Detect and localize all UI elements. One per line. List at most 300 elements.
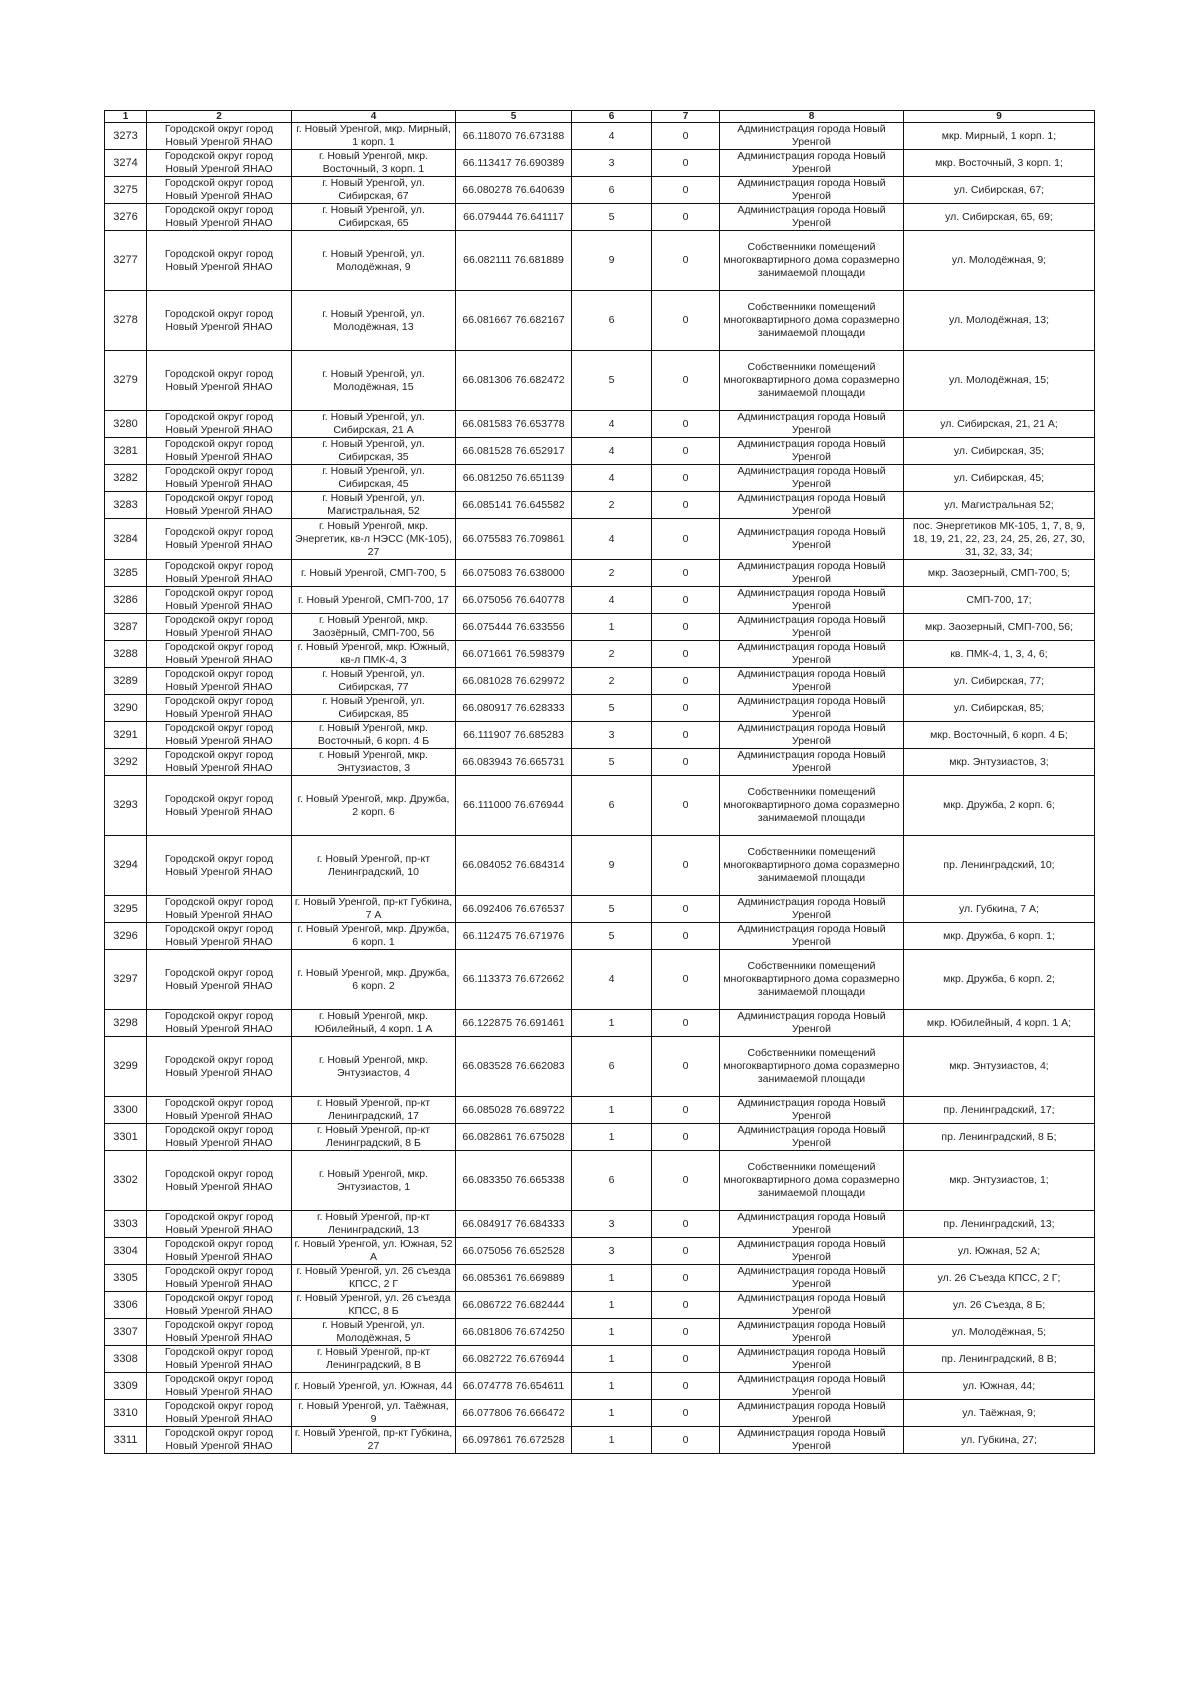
table-cell: 66.086722 76.682444: [456, 1292, 572, 1319]
table-row: [105, 1265, 1095, 1292]
table-cell: 0: [652, 749, 720, 776]
table-cell: 66.081806 76.674250: [456, 1319, 572, 1346]
table-cell: 9: [572, 231, 652, 291]
table-cell: 66.112475 76.671976: [456, 923, 572, 950]
table-cell: г. Новый Уренгой, мкр. Энтузиастов, 4: [292, 1037, 456, 1097]
table-cell: мкр. Энтузиастов, 4;: [904, 1037, 1095, 1097]
table-cell: Городской округ город Новый Уренгой ЯНАО: [147, 351, 292, 411]
table-cell: 3296: [105, 923, 147, 950]
table-cell: ул. Сибирская, 67;: [904, 177, 1095, 204]
table-cell: 1: [572, 1319, 652, 1346]
table-cell: Городской округ город Новый Уренгой ЯНАО: [147, 776, 292, 836]
table-cell: Городской округ город Новый Уренгой ЯНАО: [147, 614, 292, 641]
table-cell: 0: [652, 1151, 720, 1211]
table-cell: 3285: [105, 560, 147, 587]
table-cell: 3306: [105, 1292, 147, 1319]
table-cell: Администрация города Новый Уренгой: [720, 1400, 904, 1427]
table-row: [105, 519, 1095, 560]
table-cell: Городской округ город Новый Уренгой ЯНАО: [147, 150, 292, 177]
table-cell: г. Новый Уренгой, ул. Молодёжная, 15: [292, 351, 456, 411]
table-cell: 66.113373 76.672662: [456, 950, 572, 1010]
table-cell: 66.081250 76.651139: [456, 465, 572, 492]
table-cell: Городской округ город Новый Уренгой ЯНАО: [147, 1037, 292, 1097]
table-cell: г. Новый Уренгой, пр-кт Ленинградский, 13: [292, 1211, 456, 1238]
table-cell: мкр. Восточный, 6 корп. 4 Б;: [904, 722, 1095, 749]
table-cell: Администрация города Новый Уренгой: [720, 177, 904, 204]
table-cell: г. Новый Уренгой, ул. 26 съезда КПСС, 8 Б: [292, 1292, 456, 1319]
table-cell: 66.111000 76.676944: [456, 776, 572, 836]
table-cell: 3283: [105, 492, 147, 519]
table-cell: 4: [572, 587, 652, 614]
table-cell: 66.082861 76.675028: [456, 1124, 572, 1151]
table-cell: ул. Сибирская, 85;: [904, 695, 1095, 722]
table-row: [105, 1097, 1095, 1124]
table-cell: 66.081028 76.629972: [456, 668, 572, 695]
table-cell: г. Новый Уренгой, ул. Сибирская, 45: [292, 465, 456, 492]
table-cell: г. Новый Уренгой, мкр. Энтузиастов, 3: [292, 749, 456, 776]
table-cell: 3274: [105, 150, 147, 177]
table-cell: 3: [572, 1238, 652, 1265]
table-cell: 66.082111 76.681889: [456, 231, 572, 291]
table-cell: Городской округ город Новый Уренгой ЯНАО: [147, 1265, 292, 1292]
table-cell: г. Новый Уренгой, ул. Южная, 44: [292, 1373, 456, 1400]
table-cell: Городской округ город Новый Уренгой ЯНАО: [147, 1151, 292, 1211]
table-cell: Городской округ город Новый Уренгой ЯНАО: [147, 1292, 292, 1319]
table-cell: ул. Молодёжная, 13;: [904, 291, 1095, 351]
table-cell: 5: [572, 351, 652, 411]
table-cell: 5: [572, 695, 652, 722]
table-cell: 3280: [105, 411, 147, 438]
table-cell: 3281: [105, 438, 147, 465]
table-cell: г. Новый Уренгой, ул. Таёжная, 9: [292, 1400, 456, 1427]
table-cell: Администрация города Новый Уренгой: [720, 896, 904, 923]
table-cell: Городской округ город Новый Уренгой ЯНАО: [147, 123, 292, 150]
table-cell: 3300: [105, 1097, 147, 1124]
table-cell: Собственники помещений многоквартирного дома соразмерно занимаемой площади: [720, 351, 904, 411]
table-cell: 9: [572, 836, 652, 896]
table-cell: Городской округ город Новый Уренгой ЯНАО: [147, 722, 292, 749]
table-cell: 66.081306 76.682472: [456, 351, 572, 411]
table-cell: 0: [652, 1124, 720, 1151]
table-row: [105, 695, 1095, 722]
table-row: [105, 641, 1095, 668]
table-cell: 0: [652, 1265, 720, 1292]
table-cell: кв. ПМК-4, 1, 3, 4, 6;: [904, 641, 1095, 668]
table-cell: Администрация города Новый Уренгой: [720, 722, 904, 749]
table-cell: 0: [652, 1427, 720, 1454]
table-cell: 4: [572, 519, 652, 560]
table-cell: 0: [652, 896, 720, 923]
table-cell: 0: [652, 1319, 720, 1346]
table-cell: г. Новый Уренгой, ул. Сибирская, 65: [292, 204, 456, 231]
table-cell: Городской округ город Новый Уренгой ЯНАО: [147, 492, 292, 519]
table-cell: Администрация города Новый Уренгой: [720, 1265, 904, 1292]
table-cell: Городской округ город Новый Уренгой ЯНАО: [147, 1346, 292, 1373]
table-cell: мкр. Мирный, 1 корп. 1;: [904, 123, 1095, 150]
table-cell: Администрация города Новый Уренгой: [720, 668, 904, 695]
table-cell: 0: [652, 231, 720, 291]
table-row: [105, 668, 1095, 695]
table-row: [105, 1292, 1095, 1319]
table-cell: 3: [572, 150, 652, 177]
table-cell: 66.083350 76.665338: [456, 1151, 572, 1211]
table-cell: 5: [572, 749, 652, 776]
table-cell: Администрация города Новый Уренгой: [720, 1346, 904, 1373]
table-cell: 3273: [105, 123, 147, 150]
table-cell: 66.075583 76.709861: [456, 519, 572, 560]
table-cell: Администрация города Новый Уренгой: [720, 1010, 904, 1037]
table-cell: г. Новый Уренгой, мкр. Дружба, 6 корп. 2: [292, 950, 456, 1010]
table-cell: г. Новый Уренгой, СМП-700, 5: [292, 560, 456, 587]
table-cell: 66.075444 76.633556: [456, 614, 572, 641]
table-cell: 3: [572, 1211, 652, 1238]
table-cell: 0: [652, 950, 720, 1010]
table-row: [105, 749, 1095, 776]
table-cell: 4: [572, 123, 652, 150]
table-row: [105, 1211, 1095, 1238]
table-cell: 2: [572, 641, 652, 668]
table-cell: 3276: [105, 204, 147, 231]
column-header-4: 5: [456, 111, 572, 123]
table-cell: Городской округ город Новый Уренгой ЯНАО: [147, 1211, 292, 1238]
table-cell: Городской округ город Новый Уренгой ЯНАО: [147, 1400, 292, 1427]
table-row: [105, 1373, 1095, 1400]
table-cell: пр. Ленинградский, 10;: [904, 836, 1095, 896]
table-cell: г. Новый Уренгой, мкр. Южный, кв-л ПМК-4, 3: [292, 641, 456, 668]
table-row: [105, 722, 1095, 749]
table-cell: Администрация города Новый Уренгой: [720, 204, 904, 231]
table-cell: пр. Ленинградский, 8 В;: [904, 1346, 1095, 1373]
table-cell: Администрация города Новый Уренгой: [720, 695, 904, 722]
table-cell: Собственники помещений многоквартирного дома соразмерно занимаемой площади: [720, 231, 904, 291]
table-cell: 0: [652, 668, 720, 695]
table-cell: 0: [652, 438, 720, 465]
table-row: [105, 411, 1095, 438]
table-cell: Собственники помещений многоквартирного дома соразмерно занимаемой площади: [720, 950, 904, 1010]
table-cell: 66.085028 76.689722: [456, 1097, 572, 1124]
table-cell: мкр. Энтузиастов, 3;: [904, 749, 1095, 776]
table-cell: мкр. Дружба, 6 корп. 1;: [904, 923, 1095, 950]
table-cell: г. Новый Уренгой, ул. Южная, 52 А: [292, 1238, 456, 1265]
table-cell: 3297: [105, 950, 147, 1010]
table-cell: мкр. Юбилейный, 4 корп. 1 А;: [904, 1010, 1095, 1037]
table-cell: Городской округ город Новый Уренгой ЯНАО: [147, 411, 292, 438]
table-cell: 0: [652, 1211, 720, 1238]
table-cell: г. Новый Уренгой, ул. Сибирская, 85: [292, 695, 456, 722]
table-cell: 3279: [105, 351, 147, 411]
table-cell: 66.079444 76.641117: [456, 204, 572, 231]
column-header-8: 9: [904, 111, 1095, 123]
table-cell: 3303: [105, 1211, 147, 1238]
table-cell: 1: [572, 1097, 652, 1124]
table-cell: 0: [652, 1292, 720, 1319]
table-cell: 66.074778 76.654611: [456, 1373, 572, 1400]
table-cell: г. Новый Уренгой, мкр. Энергетик, кв-л НЭСС (МК-105), 27: [292, 519, 456, 560]
table-cell: Администрация города Новый Уренгой: [720, 465, 904, 492]
table-cell: 66.111907 76.685283: [456, 722, 572, 749]
table-cell: 0: [652, 923, 720, 950]
table-cell: 3308: [105, 1346, 147, 1373]
table-cell: 66.084917 76.684333: [456, 1211, 572, 1238]
table-row: [105, 896, 1095, 923]
table-cell: 0: [652, 411, 720, 438]
table-cell: 3293: [105, 776, 147, 836]
table-cell: 0: [652, 1097, 720, 1124]
table-cell: г. Новый Уренгой, мкр. Восточный, 6 корп. 4 Б: [292, 722, 456, 749]
table-cell: Городской округ город Новый Уренгой ЯНАО: [147, 1427, 292, 1454]
table-cell: 0: [652, 465, 720, 492]
table-cell: 3284: [105, 519, 147, 560]
table-cell: 66.077806 76.666472: [456, 1400, 572, 1427]
table-cell: ул. Сибирская, 65, 69;: [904, 204, 1095, 231]
table-cell: Городской округ город Новый Уренгой ЯНАО: [147, 749, 292, 776]
table-row: [105, 836, 1095, 896]
table-cell: Городской округ город Новый Уренгой ЯНАО: [147, 519, 292, 560]
column-header-5: 6: [572, 111, 652, 123]
table-cell: 0: [652, 587, 720, 614]
table-cell: Администрация города Новый Уренгой: [720, 438, 904, 465]
table-cell: 3282: [105, 465, 147, 492]
table-cell: Администрация города Новый Уренгой: [720, 749, 904, 776]
table-cell: Городской округ город Новый Уренгой ЯНАО: [147, 836, 292, 896]
table-cell: Городской округ город Новый Уренгой ЯНАО: [147, 1010, 292, 1037]
table-cell: Администрация города Новый Уренгой: [720, 1238, 904, 1265]
table-cell: Городской округ город Новый Уренгой ЯНАО: [147, 1124, 292, 1151]
table-cell: 66.092406 76.676537: [456, 896, 572, 923]
table-cell: 0: [652, 123, 720, 150]
table-cell: 3288: [105, 641, 147, 668]
table-row: [105, 231, 1095, 291]
column-header-3: 4: [292, 111, 456, 123]
table-row: [105, 776, 1095, 836]
table-cell: 66.075056 76.652528: [456, 1238, 572, 1265]
table-cell: 6: [572, 1037, 652, 1097]
table-row: [105, 1346, 1095, 1373]
table-cell: г. Новый Уренгой, мкр. Дружба, 6 корп. 1: [292, 923, 456, 950]
table-cell: г. Новый Уренгой, ул. Сибирская, 35: [292, 438, 456, 465]
table-cell: 4: [572, 411, 652, 438]
table-cell: г. Новый Уренгой, ул. Молодёжная, 5: [292, 1319, 456, 1346]
table-cell: 66.085141 76.645582: [456, 492, 572, 519]
table-cell: ул. Южная, 44;: [904, 1373, 1095, 1400]
table-cell: г. Новый Уренгой, мкр. Мирный, 1 корп. 1: [292, 123, 456, 150]
table-cell: Администрация города Новый Уренгой: [720, 411, 904, 438]
table-cell: г. Новый Уренгой, мкр. Энтузиастов, 1: [292, 1151, 456, 1211]
table-cell: 66.081667 76.682167: [456, 291, 572, 351]
table-row: [105, 291, 1095, 351]
table-cell: 66.113417 76.690389: [456, 150, 572, 177]
table-cell: пос. Энергетиков МК-105, 1, 7, 8, 9, 18, 19, 21, 22, 23, 24, 25, 26, 27, 30, 31, 32, 33, 34;: [904, 519, 1095, 560]
table-cell: 66.083943 76.665731: [456, 749, 572, 776]
table-cell: Городской округ город Новый Уренгой ЯНАО: [147, 896, 292, 923]
table-cell: г. Новый Уренгой, ул. Молодёжная, 13: [292, 291, 456, 351]
table-cell: 1: [572, 1265, 652, 1292]
table-cell: Собственники помещений многоквартирного дома соразмерно занимаемой площади: [720, 776, 904, 836]
table-cell: 3292: [105, 749, 147, 776]
table-cell: г. Новый Уренгой, пр-кт Ленинградский, 17: [292, 1097, 456, 1124]
table-cell: Администрация города Новый Уренгой: [720, 150, 904, 177]
table-cell: ул. Южная, 52 А;: [904, 1238, 1095, 1265]
table-cell: Администрация города Новый Уренгой: [720, 492, 904, 519]
table-cell: 3289: [105, 668, 147, 695]
table-cell: 6: [572, 776, 652, 836]
table-cell: Администрация города Новый Уренгой: [720, 1373, 904, 1400]
table-cell: 0: [652, 150, 720, 177]
table-cell: Городской округ город Новый Уренгой ЯНАО: [147, 1097, 292, 1124]
table-cell: 0: [652, 1346, 720, 1373]
table-cell: Администрация города Новый Уренгой: [720, 1211, 904, 1238]
table-cell: Администрация города Новый Уренгой: [720, 923, 904, 950]
table-cell: 4: [572, 465, 652, 492]
table-cell: г. Новый Уренгой, ул. Сибирская, 67: [292, 177, 456, 204]
table-cell: 4: [572, 950, 652, 1010]
table-row: [105, 1151, 1095, 1211]
table-row: [105, 1010, 1095, 1037]
table-cell: ул. Молодёжная, 9;: [904, 231, 1095, 291]
table-cell: г. Новый Уренгой, мкр. Юбилейный, 4 корп. 1 А: [292, 1010, 456, 1037]
table-cell: 6: [572, 1151, 652, 1211]
table-cell: 0: [652, 722, 720, 749]
table-cell: 4: [572, 438, 652, 465]
table-row: [105, 465, 1095, 492]
table-row: [105, 614, 1095, 641]
table-cell: 6: [572, 177, 652, 204]
table-cell: 66.082722 76.676944: [456, 1346, 572, 1373]
table-cell: 66.081528 76.652917: [456, 438, 572, 465]
table-cell: ул. Сибирская, 77;: [904, 668, 1095, 695]
table-cell: 3290: [105, 695, 147, 722]
table-cell: 0: [652, 560, 720, 587]
table-row: [105, 150, 1095, 177]
table-cell: 1: [572, 1400, 652, 1427]
table-cell: ул. Молодёжная, 15;: [904, 351, 1095, 411]
table-cell: 3275: [105, 177, 147, 204]
table-header: [105, 111, 1095, 123]
table-cell: Администрация города Новый Уренгой: [720, 1319, 904, 1346]
table-row: [105, 204, 1095, 231]
table-cell: Администрация города Новый Уренгой: [720, 1427, 904, 1454]
table-cell: 3299: [105, 1037, 147, 1097]
table-cell: мкр. Восточный, 3 корп. 1;: [904, 150, 1095, 177]
table-cell: 3277: [105, 231, 147, 291]
table-cell: пр. Ленинградский, 17;: [904, 1097, 1095, 1124]
table-cell: 2: [572, 492, 652, 519]
table-cell: г. Новый Уренгой, СМП-700, 17: [292, 587, 456, 614]
table-cell: ул. Сибирская, 45;: [904, 465, 1095, 492]
table-cell: 0: [652, 836, 720, 896]
table-cell: 2: [572, 668, 652, 695]
table-row: [105, 587, 1095, 614]
table-cell: Городской округ город Новый Уренгой ЯНАО: [147, 668, 292, 695]
table-cell: г. Новый Уренгой, мкр. Восточный, 3 корп. 1: [292, 150, 456, 177]
table-cell: 3: [572, 722, 652, 749]
table-cell: ул. 26 Съезда, 8 Б;: [904, 1292, 1095, 1319]
table-cell: 66.075056 76.640778: [456, 587, 572, 614]
table-cell: 66.080278 76.640639: [456, 177, 572, 204]
table-cell: Городской округ город Новый Уренгой ЯНАО: [147, 231, 292, 291]
table-cell: пр. Ленинградский, 13;: [904, 1211, 1095, 1238]
table-cell: Администрация города Новый Уренгой: [720, 614, 904, 641]
table-cell: 3301: [105, 1124, 147, 1151]
table-cell: г. Новый Уренгой, ул. Молодёжная, 9: [292, 231, 456, 291]
table-cell: 3291: [105, 722, 147, 749]
table-cell: ул. Магистральная 52;: [904, 492, 1095, 519]
column-header-2: 2: [147, 111, 292, 123]
table-row: [105, 1124, 1095, 1151]
table-cell: 0: [652, 776, 720, 836]
table-cell: 0: [652, 1373, 720, 1400]
table-cell: 0: [652, 641, 720, 668]
table-cell: Городской округ город Новый Уренгой ЯНАО: [147, 587, 292, 614]
table-cell: 5: [572, 896, 652, 923]
table-cell: ул. Губкина, 7 А;: [904, 896, 1095, 923]
table-cell: 1: [572, 1292, 652, 1319]
table-cell: мкр. Дружба, 6 корп. 2;: [904, 950, 1095, 1010]
table-cell: 1: [572, 1124, 652, 1151]
table-cell: ул. Сибирская, 21, 21 А;: [904, 411, 1095, 438]
table-cell: Городской округ город Новый Уренгой ЯНАО: [147, 1238, 292, 1265]
table-cell: г. Новый Уренгой, пр-кт Губкина, 7 А: [292, 896, 456, 923]
table-cell: г. Новый Уренгой, пр-кт Ленинградский, 10: [292, 836, 456, 896]
table-row: [105, 1427, 1095, 1454]
table-cell: 3298: [105, 1010, 147, 1037]
table-row: [105, 492, 1095, 519]
table-cell: 3295: [105, 896, 147, 923]
table-cell: г. Новый Уренгой, пр-кт Ленинградский, 8 В: [292, 1346, 456, 1373]
column-header-1: 1: [105, 111, 147, 123]
table-cell: Администрация города Новый Уренгой: [720, 123, 904, 150]
table-cell: Администрация города Новый Уренгой: [720, 1292, 904, 1319]
table-cell: 3278: [105, 291, 147, 351]
table-cell: 66.083528 76.662083: [456, 1037, 572, 1097]
table-cell: 0: [652, 291, 720, 351]
table-cell: 3311: [105, 1427, 147, 1454]
table-cell: 0: [652, 177, 720, 204]
table-cell: 0: [652, 1400, 720, 1427]
table-cell: Городской округ город Новый Уренгой ЯНАО: [147, 1373, 292, 1400]
table-cell: ул. Таёжная, 9;: [904, 1400, 1095, 1427]
table-cell: Городской округ город Новый Уренгой ЯНАО: [147, 1319, 292, 1346]
table-cell: г. Новый Уренгой, ул. 26 съезда КПСС, 2 Г: [292, 1265, 456, 1292]
table-cell: СМП-700, 17;: [904, 587, 1095, 614]
table-cell: Собственники помещений многоквартирного дома соразмерно занимаемой площади: [720, 1151, 904, 1211]
table-cell: 3305: [105, 1265, 147, 1292]
table-cell: Администрация города Новый Уренгой: [720, 641, 904, 668]
table-cell: 0: [652, 519, 720, 560]
table-cell: пр. Ленинградский, 8 Б;: [904, 1124, 1095, 1151]
table-cell: 3286: [105, 587, 147, 614]
table-cell: 3307: [105, 1319, 147, 1346]
table-cell: Городской округ город Новый Уренгой ЯНАО: [147, 177, 292, 204]
table-cell: 3294: [105, 836, 147, 896]
table-body: [105, 123, 1095, 1454]
table-cell: Городской округ город Новый Уренгой ЯНАО: [147, 291, 292, 351]
table-cell: Городской округ город Новый Уренгой ЯНАО: [147, 923, 292, 950]
table-cell: г. Новый Уренгой, ул. Сибирская, 77: [292, 668, 456, 695]
table-cell: 2: [572, 560, 652, 587]
table-cell: 0: [652, 1238, 720, 1265]
table-cell: Городской округ город Новый Уренгой ЯНАО: [147, 465, 292, 492]
table-cell: г. Новый Уренгой, ул. Сибирская, 21 А: [292, 411, 456, 438]
table-cell: 66.097861 76.672528: [456, 1427, 572, 1454]
table-cell: мкр. Энтузиастов, 1;: [904, 1151, 1095, 1211]
table-cell: Городской округ город Новый Уренгой ЯНАО: [147, 641, 292, 668]
table-cell: 3310: [105, 1400, 147, 1427]
table-cell: 0: [652, 351, 720, 411]
table-cell: г. Новый Уренгой, ул. Магистральная, 52: [292, 492, 456, 519]
table-cell: 1: [572, 1427, 652, 1454]
table-cell: 1: [572, 614, 652, 641]
